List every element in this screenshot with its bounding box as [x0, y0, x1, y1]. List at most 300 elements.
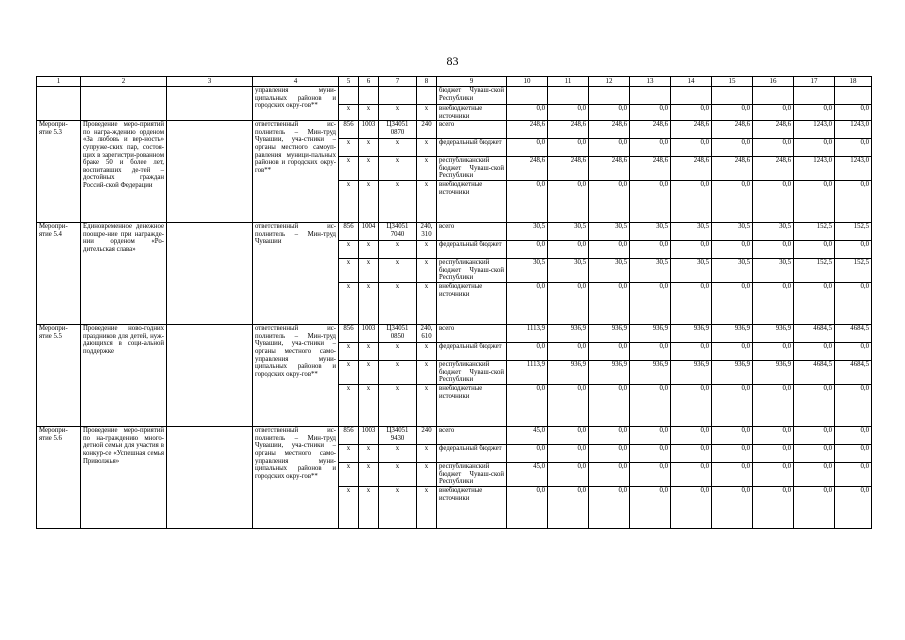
amount-cell: 0,0 [712, 463, 753, 487]
amount-cell: 0,0 [507, 139, 548, 157]
amount-cell: 0,0 [712, 445, 753, 463]
amount-cell: 0,0 [794, 463, 835, 487]
amount-cell: 0,0 [753, 241, 794, 259]
amount-cell: 248,6 [712, 121, 753, 139]
amount-cell: 1113,9 [507, 361, 548, 385]
gov-admin-code: x [339, 463, 359, 487]
amount-cell: 0,0 [671, 427, 712, 445]
column-header-5: 5 [339, 77, 359, 87]
amount-cell: 0,0 [835, 139, 872, 157]
section-code: x [359, 487, 379, 529]
measure-executor: ответственный ис-полнитель – Мин-труд Чувашии, уча-стники – органы местного самоуп-равления муници-пальных районов и городских окру-гов** [253, 121, 339, 223]
amount-cell: 0,0 [753, 139, 794, 157]
amount-cell: 248,6 [671, 121, 712, 139]
amount-cell: 0,0 [507, 385, 548, 427]
amount-cell: 0,0 [835, 105, 872, 121]
funding-source: внебюджетные источники [437, 283, 507, 325]
amount-cell: 1243,0 [794, 121, 835, 139]
amount-cell: 0,0 [507, 283, 548, 325]
amount-cell: 0,0 [712, 283, 753, 325]
measure-col3 [167, 223, 253, 325]
amount-cell: 0,0 [589, 487, 630, 529]
amount-cell: 0,0 [712, 105, 753, 121]
amount-cell: 936,9 [753, 361, 794, 385]
amount-cell: 30,5 [753, 223, 794, 241]
amount-cell: 0,0 [548, 139, 589, 157]
amount-cell [671, 87, 712, 105]
amount-cell: 0,0 [671, 181, 712, 223]
expense-type-code: x [417, 361, 437, 385]
amount-cell: 0,0 [630, 487, 671, 529]
amount-cell: 30,5 [671, 259, 712, 283]
section-code: x [359, 181, 379, 223]
measure-label: Меропри-ятие 5.6 [37, 427, 81, 529]
measure-col3 [167, 87, 253, 121]
amount-cell [507, 87, 548, 105]
column-header-15: 15 [712, 77, 753, 87]
amount-cell: 0,0 [835, 463, 872, 487]
gov-admin-code: x [339, 283, 359, 325]
amount-cell: 152,5 [835, 223, 872, 241]
funding-source: федеральный бюджет [437, 343, 507, 361]
amount-cell: 0,0 [835, 385, 872, 427]
amount-cell: 30,5 [548, 259, 589, 283]
amount-cell: 0,0 [671, 241, 712, 259]
amount-cell [589, 87, 630, 105]
amount-cell: 0,0 [548, 427, 589, 445]
section-code: x [359, 157, 379, 181]
target-article-code: x [379, 181, 417, 223]
table-row [37, 87, 872, 105]
section-code: x [359, 361, 379, 385]
amount-cell: 0,0 [589, 181, 630, 223]
column-header-4: 4 [253, 77, 339, 87]
amount-cell: 0,0 [794, 105, 835, 121]
measure-name: Единовременное денежное поощре-ние при награжде-нии орденом «Ро-дительская слава» [81, 223, 167, 325]
amount-cell: 0,0 [507, 181, 548, 223]
funding-source: внебюджетные источники [437, 385, 507, 427]
column-header-11: 11 [548, 77, 589, 87]
amount-cell: 0,0 [548, 181, 589, 223]
amount-cell: 0,0 [712, 487, 753, 529]
amount-cell: 0,0 [712, 139, 753, 157]
section-code: 1003 [359, 325, 379, 343]
amount-cell: 0,0 [630, 343, 671, 361]
gov-admin-code: x [339, 343, 359, 361]
expense-type-code: x [417, 157, 437, 181]
amount-cell: 248,6 [548, 121, 589, 139]
measure-label [37, 87, 81, 121]
column-header-10: 10 [507, 77, 548, 87]
amount-cell: 0,0 [507, 105, 548, 121]
column-header-14: 14 [671, 77, 712, 87]
section-code: x [359, 445, 379, 463]
amount-cell: 1243,0 [835, 121, 872, 139]
amount-cell: 45,0 [507, 427, 548, 445]
amount-cell: 248,6 [589, 121, 630, 139]
amount-cell: 30,5 [671, 223, 712, 241]
amount-cell: 936,9 [630, 361, 671, 385]
target-article-code: Ц34051 0850 [379, 325, 417, 343]
amount-cell: 0,0 [671, 463, 712, 487]
amount-cell: 936,9 [671, 361, 712, 385]
amount-cell: 0,0 [589, 463, 630, 487]
gov-admin-code: x [339, 487, 359, 529]
amount-cell: 0,0 [548, 343, 589, 361]
amount-cell: 4684,5 [835, 361, 872, 385]
gov-admin-code [339, 87, 359, 105]
funding-source: всего [437, 223, 507, 241]
gov-admin-code: x [339, 361, 359, 385]
budget-table [36, 76, 872, 529]
amount-cell: 0,0 [753, 463, 794, 487]
target-article-code: x [379, 385, 417, 427]
amount-cell: 0,0 [630, 463, 671, 487]
amount-cell: 0,0 [794, 445, 835, 463]
funding-source: федеральный бюджет [437, 139, 507, 157]
measure-name: Проведение меро-приятий по на-граждению много-детной семьи для участия в конкур-се «Успешная семья Приволжья» [81, 427, 167, 529]
target-article-code: x [379, 445, 417, 463]
amount-cell: 0,0 [630, 283, 671, 325]
column-header-8: 8 [417, 77, 437, 87]
amount-cell: 4684,5 [835, 325, 872, 343]
funding-source: всего [437, 121, 507, 139]
amount-cell: 0,0 [794, 241, 835, 259]
column-header-12: 12 [589, 77, 630, 87]
amount-cell: 0,0 [548, 445, 589, 463]
amount-cell: 936,9 [753, 325, 794, 343]
amount-cell: 0,0 [671, 105, 712, 121]
amount-cell [548, 87, 589, 105]
amount-cell: 0,0 [630, 385, 671, 427]
column-header-2: 2 [81, 77, 167, 87]
section-code [359, 87, 379, 105]
amount-cell: 0,0 [712, 343, 753, 361]
amount-cell: 1243,0 [835, 157, 872, 181]
amount-cell: 0,0 [589, 427, 630, 445]
amount-cell: 0,0 [548, 283, 589, 325]
section-code: 1004 [359, 223, 379, 241]
amount-cell: 0,0 [835, 445, 872, 463]
amount-cell [712, 87, 753, 105]
measure-executor: ответственный ис-полнитель – Мин-труд Чувашии, уча-стники – органы местного само-управления муни-ципальных районов и городских окру-гов** [253, 325, 339, 427]
table-row [37, 121, 872, 139]
amount-cell: 0,0 [548, 487, 589, 529]
gov-admin-code: x [339, 181, 359, 223]
expense-type-code: x [417, 241, 437, 259]
amount-cell: 152,5 [835, 259, 872, 283]
amount-cell: 0,0 [507, 487, 548, 529]
gov-admin-code: 856 [339, 121, 359, 139]
amount-cell: 0,0 [835, 487, 872, 529]
amount-cell: 248,6 [753, 157, 794, 181]
amount-cell: 0,0 [630, 105, 671, 121]
section-code: 1003 [359, 427, 379, 445]
target-article-code: x [379, 241, 417, 259]
amount-cell: 30,5 [507, 223, 548, 241]
section-code: x [359, 139, 379, 157]
amount-cell: 0,0 [548, 241, 589, 259]
amount-cell: 0,0 [671, 445, 712, 463]
amount-cell: 936,9 [548, 325, 589, 343]
expense-type-code [417, 87, 437, 105]
amount-cell: 0,0 [835, 343, 872, 361]
section-code: 1003 [359, 121, 379, 139]
section-code: x [359, 343, 379, 361]
table-body [37, 87, 872, 529]
measure-col3 [167, 121, 253, 223]
target-article-code: x [379, 283, 417, 325]
amount-cell: 0,0 [630, 139, 671, 157]
amount-cell: 30,5 [630, 223, 671, 241]
amount-cell [835, 87, 872, 105]
amount-cell: 0,0 [753, 105, 794, 121]
amount-cell: 4684,5 [794, 361, 835, 385]
expense-type-code: x [417, 283, 437, 325]
section-code: x [359, 463, 379, 487]
amount-cell: 0,0 [671, 487, 712, 529]
expense-type-code: x [417, 445, 437, 463]
amount-cell: 1113,9 [507, 325, 548, 343]
expense-type-code: x [417, 139, 437, 157]
amount-cell: 30,5 [630, 259, 671, 283]
gov-admin-code: 856 [339, 223, 359, 241]
target-article-code: x [379, 105, 417, 121]
gov-admin-code: 856 [339, 325, 359, 343]
amount-cell: 248,6 [507, 157, 548, 181]
funding-source: республиканский бюджет Чуваш-ской Республики [437, 157, 507, 181]
target-article-code: Ц34051 9430 [379, 427, 417, 445]
amount-cell: 0,0 [794, 283, 835, 325]
amount-cell: 0,0 [548, 105, 589, 121]
funding-source: федеральный бюджет [437, 241, 507, 259]
amount-cell: 0,0 [630, 445, 671, 463]
amount-cell: 0,0 [835, 241, 872, 259]
amount-cell [630, 87, 671, 105]
expense-type-code: x [417, 487, 437, 529]
amount-cell: 0,0 [671, 385, 712, 427]
funding-source: внебюджетные источники [437, 487, 507, 529]
amount-cell: 0,0 [507, 445, 548, 463]
amount-cell: 0,0 [507, 343, 548, 361]
amount-cell: 248,6 [671, 157, 712, 181]
gov-admin-code: x [339, 241, 359, 259]
amount-cell: 0,0 [753, 487, 794, 529]
target-article-code [379, 87, 417, 105]
table-row [37, 427, 872, 445]
funding-source: федеральный бюджет [437, 445, 507, 463]
target-article-code: x [379, 361, 417, 385]
section-code: x [359, 241, 379, 259]
amount-cell: 248,6 [548, 157, 589, 181]
measure-label: Меропри-ятие 5.3 [37, 121, 81, 223]
column-header-13: 13 [630, 77, 671, 87]
amount-cell: 0,0 [589, 105, 630, 121]
expense-type-code: x [417, 181, 437, 223]
amount-cell: 30,5 [712, 259, 753, 283]
amount-cell [753, 87, 794, 105]
target-article-code: x [379, 463, 417, 487]
amount-cell: 0,0 [589, 283, 630, 325]
amount-cell: 0,0 [835, 283, 872, 325]
funding-source: всего [437, 427, 507, 445]
funding-source: внебюджетные источники [437, 105, 507, 121]
funding-source: республиканский бюджет Чуваш-ской Республики [437, 463, 507, 487]
amount-cell: 0,0 [630, 427, 671, 445]
column-header-9: 9 [437, 77, 507, 87]
amount-cell: 0,0 [712, 427, 753, 445]
section-code: x [359, 385, 379, 427]
measure-executor: ответственный ис-полнитель – Мин-труд Чувашии, уча-стники – органы местного само-управления муни-ципальных районов и городских окру-гов** [253, 427, 339, 529]
amount-cell: 0,0 [794, 139, 835, 157]
target-article-code: x [379, 343, 417, 361]
target-article-code: x [379, 487, 417, 529]
amount-cell: 936,9 [671, 325, 712, 343]
measure-name: Проведение ново-годних праздников для детей, нуж-дающихся в соци-альной поддержке [81, 325, 167, 427]
column-header-18: 18 [835, 77, 872, 87]
header-row [37, 77, 872, 87]
amount-cell: 936,9 [548, 361, 589, 385]
expense-type-code: 240 [417, 121, 437, 139]
amount-cell: 0,0 [794, 181, 835, 223]
amount-cell: 0,0 [548, 463, 589, 487]
measure-name [81, 87, 167, 121]
amount-cell: 30,5 [753, 259, 794, 283]
gov-admin-code: x [339, 139, 359, 157]
gov-admin-code: x [339, 259, 359, 283]
amount-cell: 0,0 [753, 427, 794, 445]
measure-col3 [167, 325, 253, 427]
funding-source: внебюджетные источники [437, 181, 507, 223]
amount-cell: 0,0 [589, 241, 630, 259]
expense-type-code: x [417, 343, 437, 361]
section-code: x [359, 283, 379, 325]
expense-type-code: x [417, 259, 437, 283]
measure-name: Проведение меро-приятий по награ-ждению орденом «За любовь и вер-ность» супруже-ских пар, состоя-щих в зарегистри-рованном браке 50 и более лет, воспитавших де-тей – достойных граждан Россий-ской Федерации [81, 121, 167, 223]
target-article-code: x [379, 139, 417, 157]
amount-cell: 248,6 [753, 121, 794, 139]
amount-cell: 0,0 [507, 241, 548, 259]
gov-admin-code: 856 [339, 427, 359, 445]
expense-type-code: x [417, 385, 437, 427]
funding-source: всего [437, 325, 507, 343]
target-article-code: x [379, 259, 417, 283]
target-article-code: Ц34051 0870 [379, 121, 417, 139]
section-code: x [359, 259, 379, 283]
amount-cell: 152,5 [794, 259, 835, 283]
amount-cell: 0,0 [753, 181, 794, 223]
amount-cell: 0,0 [712, 385, 753, 427]
amount-cell: 30,5 [507, 259, 548, 283]
measure-col3 [167, 427, 253, 529]
amount-cell: 0,0 [794, 385, 835, 427]
amount-cell: 0,0 [794, 487, 835, 529]
amount-cell: 0,0 [589, 445, 630, 463]
amount-cell: 0,0 [589, 139, 630, 157]
amount-cell: 45,0 [507, 463, 548, 487]
amount-cell: 30,5 [589, 259, 630, 283]
amount-cell [794, 87, 835, 105]
amount-cell: 0,0 [753, 385, 794, 427]
expense-type-code: x [417, 105, 437, 121]
amount-cell: 0,0 [835, 427, 872, 445]
amount-cell: 152,5 [794, 223, 835, 241]
gov-admin-code: x [339, 157, 359, 181]
section-code: x [359, 105, 379, 121]
column-header-1: 1 [37, 77, 81, 87]
table-row [37, 223, 872, 241]
target-article-code: Ц34051 7040 [379, 223, 417, 241]
expense-type-code: 240, 310 [417, 223, 437, 241]
target-article-code: x [379, 157, 417, 181]
amount-cell: 936,9 [630, 325, 671, 343]
funding-source: республиканский бюджет Чуваш-ской Республики [437, 361, 507, 385]
gov-admin-code: x [339, 385, 359, 427]
column-header-7: 7 [379, 77, 417, 87]
amount-cell: 0,0 [548, 385, 589, 427]
table-header [37, 77, 872, 87]
column-header-17: 17 [794, 77, 835, 87]
column-header-16: 16 [753, 77, 794, 87]
table-row [37, 325, 872, 343]
amount-cell: 0,0 [712, 181, 753, 223]
amount-cell: 0,0 [794, 427, 835, 445]
funding-source: республиканский бюджет Чуваш-ской Республики [437, 259, 507, 283]
amount-cell: 0,0 [589, 385, 630, 427]
amount-cell: 248,6 [630, 157, 671, 181]
amount-cell: 0,0 [835, 181, 872, 223]
amount-cell: 936,9 [712, 325, 753, 343]
amount-cell: 0,0 [671, 343, 712, 361]
amount-cell: 0,0 [630, 181, 671, 223]
amount-cell: 0,0 [630, 241, 671, 259]
measure-label: Меропри-ятие 5.4 [37, 223, 81, 325]
amount-cell: 0,0 [753, 283, 794, 325]
amount-cell: 30,5 [548, 223, 589, 241]
amount-cell: 0,0 [671, 139, 712, 157]
gov-admin-code: x [339, 445, 359, 463]
amount-cell: 30,5 [589, 223, 630, 241]
measure-label: Меропри-ятие 5.5 [37, 325, 81, 427]
expense-type-code: x [417, 463, 437, 487]
funding-source: бюджет Чуваш-ской Республики [437, 87, 507, 105]
expense-type-code: 240, 610 [417, 325, 437, 343]
column-header-6: 6 [359, 77, 379, 87]
column-header-3: 3 [167, 77, 253, 87]
measure-executor: управления муни-ципальных районов и городских окру-гов** [253, 87, 339, 121]
amount-cell: 0,0 [753, 445, 794, 463]
amount-cell: 936,9 [589, 325, 630, 343]
amount-cell: 0,0 [794, 343, 835, 361]
amount-cell: 0,0 [671, 283, 712, 325]
amount-cell: 248,6 [507, 121, 548, 139]
amount-cell: 1243,0 [794, 157, 835, 181]
amount-cell: 248,6 [589, 157, 630, 181]
amount-cell: 4684,5 [794, 325, 835, 343]
amount-cell: 30,5 [712, 223, 753, 241]
amount-cell: 0,0 [753, 343, 794, 361]
amount-cell: 0,0 [712, 241, 753, 259]
amount-cell: 248,6 [630, 121, 671, 139]
amount-cell: 248,6 [712, 157, 753, 181]
measure-executor: ответственный ис-полнитель – Мин-труд Чувашии [253, 223, 339, 325]
page-number: 83 [446, 54, 459, 68]
gov-admin-code: x [339, 105, 359, 121]
amount-cell: 936,9 [712, 361, 753, 385]
expense-type-code: 240 [417, 427, 437, 445]
amount-cell: 936,9 [589, 361, 630, 385]
amount-cell: 0,0 [589, 343, 630, 361]
